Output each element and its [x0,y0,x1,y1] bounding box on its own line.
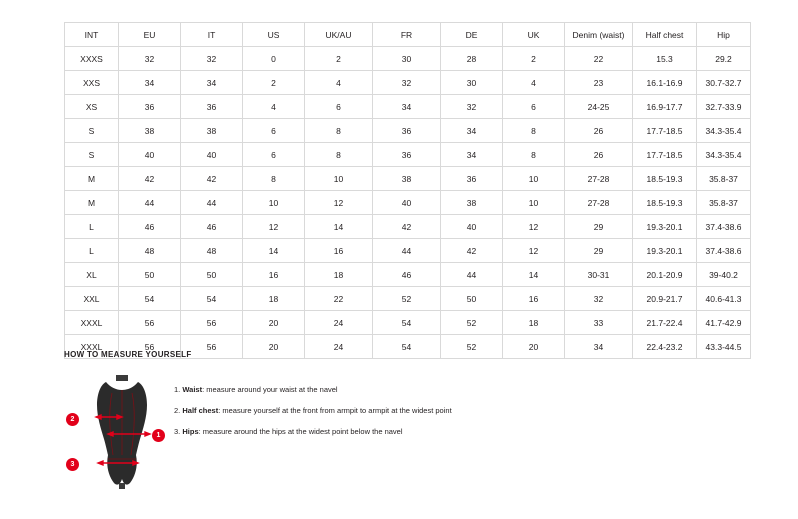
cell: 10 [305,167,373,191]
measure-note-index: 1. [174,385,181,394]
cell: 34.3-35.4 [697,119,751,143]
table-row [65,119,751,143]
cell: 40 [181,143,243,167]
column-header-de: DE [441,23,503,47]
cell: 30 [373,47,441,71]
cell: 24 [305,335,373,359]
table-row [65,95,751,119]
table-row [65,263,751,287]
cell: 17.7-18.5 [633,143,697,167]
cell: 20 [503,335,565,359]
cell: 15.3 [633,47,697,71]
cell: 20 [243,311,305,335]
table-row [65,191,751,215]
measure-note-term: Waist [182,385,203,394]
cell: 43.3-44.5 [697,335,751,359]
table-row [65,215,751,239]
cell: 8 [503,119,565,143]
cell: 18.5-19.3 [633,191,697,215]
column-header-half-chest: Half chest [633,23,697,47]
cell: XL [65,263,119,287]
cell: 52 [441,335,503,359]
cell: 28 [441,47,503,71]
cell: 46 [119,215,181,239]
cell: 21.7-22.4 [633,311,697,335]
cell: 22 [565,47,633,71]
cell: 8 [305,143,373,167]
cell: 36 [373,119,441,143]
mannequin-illustration-icon [86,373,158,491]
measure-note-text: : measure around your waist at the navel [202,385,338,394]
size-chart-table-container [64,22,742,359]
cell: 40 [119,143,181,167]
cell: 54 [373,335,441,359]
cell: M [65,191,119,215]
cell: 44 [441,263,503,287]
cell: XXL [65,287,119,311]
cell: XXXL [65,335,119,359]
cell: 18.5-19.3 [633,167,697,191]
cell: 17.7-18.5 [633,119,697,143]
cell: 16 [243,263,305,287]
measure-note-hips [174,427,452,437]
cell: 36 [373,143,441,167]
cell: 56 [181,335,243,359]
cell: 19.3-20.1 [633,215,697,239]
cell: 30-31 [565,263,633,287]
measure-note-term: Hips [182,427,199,437]
table-row [65,71,751,95]
cell: 30.7-32.7 [697,71,751,95]
cell: 32 [119,47,181,71]
cell: 4 [305,71,373,95]
cell: 34.3-35.4 [697,143,751,167]
cell: 10 [243,191,305,215]
cell: 6 [243,143,305,167]
cell: 38 [181,119,243,143]
cell: 54 [373,311,441,335]
measure-badge-2: 2 [66,413,79,426]
cell: 32.7-33.9 [697,95,751,119]
measure-note-text: : measure around the hips at the widest point below the navel [198,427,403,437]
cell: 50 [441,287,503,311]
cell: 56 [119,311,181,335]
cell: 4 [503,71,565,95]
cell: 20.9-21.7 [633,287,697,311]
cell: 48 [119,239,181,263]
cell: S [65,119,119,143]
measure-note-text: : measure yourself at the front from armpit to armpit at the widest point [218,406,452,416]
cell: 42 [181,167,243,191]
cell: 46 [181,215,243,239]
cell: 52 [441,311,503,335]
column-header-it: IT [181,23,243,47]
cell: XXXS [65,47,119,71]
cell: 29 [565,215,633,239]
cell: 8 [305,119,373,143]
cell: 35.8-37 [697,167,751,191]
cell: 14 [243,239,305,263]
column-header-fr: FR [373,23,441,47]
cell: 54 [119,287,181,311]
cell: 20.1-20.9 [633,263,697,287]
cell: 4 [243,95,305,119]
cell: 2 [243,71,305,95]
cell: 44 [373,239,441,263]
cell: 16.1-16.9 [633,71,697,95]
cell: 42 [441,239,503,263]
measure-note-index: 3. [174,427,181,437]
how-to-measure-body [64,373,734,493]
cell: 34 [119,71,181,95]
size-chart-table [64,22,751,359]
table-row [65,239,751,263]
cell: 12 [243,215,305,239]
cell: XXXL [65,311,119,335]
measure-note-half-chest [174,406,452,416]
cell: 32 [181,47,243,71]
column-header-uk: UK [503,23,565,47]
cell: 48 [181,239,243,263]
table-row [65,47,751,71]
cell: 0 [243,47,305,71]
cell: 44 [181,191,243,215]
cell: 42 [373,215,441,239]
cell: 36 [441,167,503,191]
cell: 34 [565,335,633,359]
cell: 35.8-37 [697,191,751,215]
cell: 38 [119,119,181,143]
cell: 40.6-41.3 [697,287,751,311]
measure-badge-3: 3 [66,458,79,471]
cell: 10 [503,167,565,191]
cell: 22.4-23.2 [633,335,697,359]
how-to-measure-title: HOW TO MEASURE YOURSELF [64,350,192,359]
cell: 23 [565,71,633,95]
table-body [65,47,751,359]
column-header-eu: EU [119,23,181,47]
cell: 2 [503,47,565,71]
cell: 44 [119,191,181,215]
cell: 6 [243,119,305,143]
measure-note-index: 2. [174,406,181,416]
cell: 34 [373,95,441,119]
cell: 46 [373,263,441,287]
column-header-hip: Hip [697,23,751,47]
cell: 40 [373,191,441,215]
cell: 33 [565,311,633,335]
cell: 32 [373,71,441,95]
cell: 18 [243,287,305,311]
cell: 32 [441,95,503,119]
column-header-int: INT [65,23,119,47]
cell: 6 [503,95,565,119]
cell: 27-28 [565,191,633,215]
cell: 12 [305,191,373,215]
cell: 2 [305,47,373,71]
cell: 38 [441,191,503,215]
cell: 8 [243,167,305,191]
cell: XS [65,95,119,119]
cell: 24 [305,311,373,335]
cell: 8 [503,143,565,167]
cell: XXS [65,71,119,95]
cell: 38 [373,167,441,191]
table-row [65,311,751,335]
cell: 39-40.2 [697,263,751,287]
cell: 36 [119,95,181,119]
cell: 12 [503,239,565,263]
measure-note-term: Half chest [182,406,219,416]
cell: 32 [565,287,633,311]
cell: 34 [181,71,243,95]
cell: 26 [565,143,633,167]
cell: 37.4-38.6 [697,239,751,263]
measure-notes-list [174,373,452,448]
cell: 19.3-20.1 [633,239,697,263]
cell: 14 [305,215,373,239]
cell: 16 [503,287,565,311]
cell: 50 [181,263,243,287]
table-row [65,143,751,167]
column-header-uk-au: UK/AU [305,23,373,47]
measure-note-waist [174,385,452,395]
cell: 16.9-17.7 [633,95,697,119]
cell: 10 [503,191,565,215]
cell: 29 [565,239,633,263]
cell: 29.2 [697,47,751,71]
table-header [65,23,751,47]
cell: M [65,167,119,191]
cell: 30 [441,71,503,95]
column-header-denim-waist: Denim (waist) [565,23,633,47]
table-header-row [65,23,751,47]
cell: 14 [503,263,565,287]
cell: 36 [181,95,243,119]
cell: 6 [305,95,373,119]
cell: 42 [119,167,181,191]
cell: L [65,239,119,263]
cell: 12 [503,215,565,239]
cell: 22 [305,287,373,311]
cell: 50 [119,263,181,287]
measure-badge-1: 1 [152,429,165,442]
cell: 41.7-42.9 [697,311,751,335]
cell: 26 [565,119,633,143]
mannequin-figure [64,373,174,493]
table-row [65,287,751,311]
cell: 40 [441,215,503,239]
cell: 56 [181,311,243,335]
cell: L [65,215,119,239]
cell: 18 [503,311,565,335]
cell: 16 [305,239,373,263]
cell: 34 [441,119,503,143]
how-to-measure-section [64,350,734,493]
cell: 52 [373,287,441,311]
cell: S [65,143,119,167]
cell: 56 [119,335,181,359]
cell: 34 [441,143,503,167]
cell: 18 [305,263,373,287]
table-row [65,167,751,191]
cell: 54 [181,287,243,311]
cell: 20 [243,335,305,359]
cell: 27-28 [565,167,633,191]
column-header-us: US [243,23,305,47]
cell: 24-25 [565,95,633,119]
cell: 37.4-38.6 [697,215,751,239]
